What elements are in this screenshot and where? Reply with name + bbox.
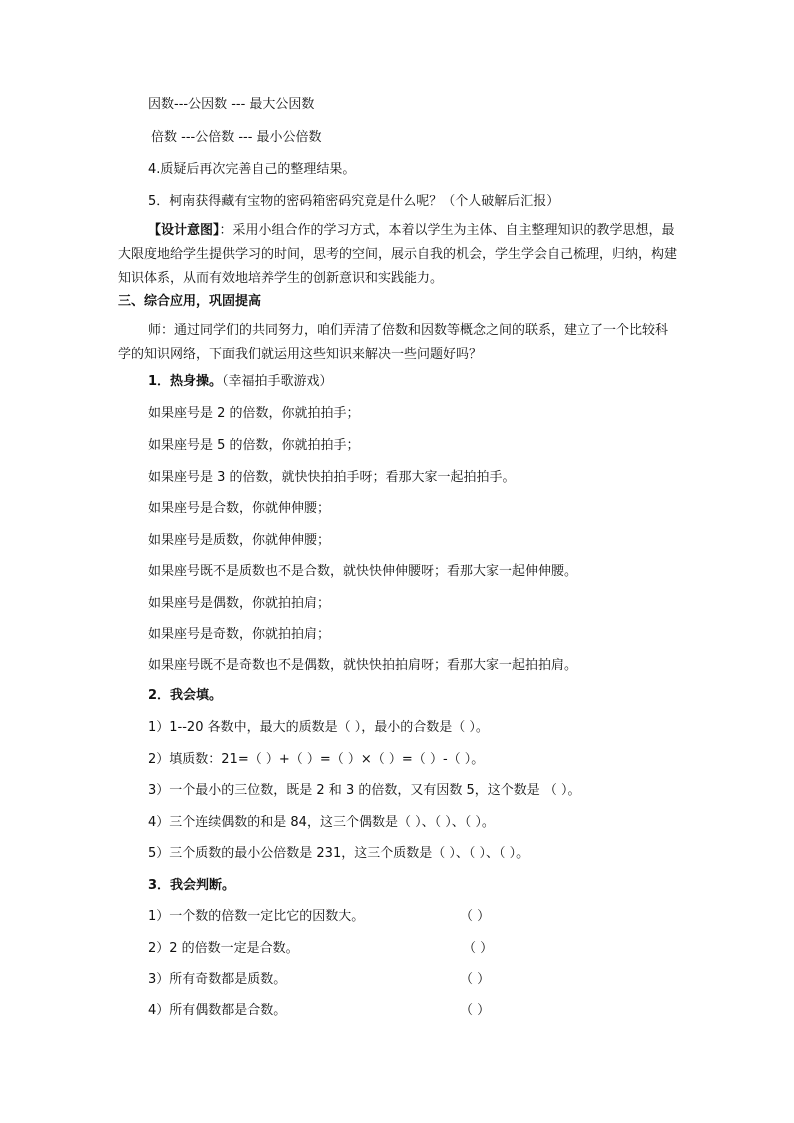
- step-4-line: 4.质疑后再次完善自己的整理结果。: [148, 162, 356, 177]
- warmup-line: 如果座号是 5 的倍数，你就拍拍手；: [148, 438, 360, 453]
- warmup-line: 如果座号是 3 的倍数，就快快拍拍手呀；看那大家一起拍拍手。: [148, 470, 516, 485]
- judge-item-text: 2）2 的倍数一定是合数。: [148, 941, 299, 956]
- multiple-chain-line: 倍数 ---公倍数 --- 最小公倍数: [151, 130, 322, 145]
- step-5-line: 5．柯南获得藏有宝物的密码箱密码究竟是什么呢？（个人破解后汇报）: [148, 194, 560, 209]
- judge-item-text: 3）所有奇数都是质数。: [148, 972, 287, 987]
- warmup-line: 如果座号是质数，你就伸伸腰；: [148, 533, 331, 548]
- judge-heading: 3．我会判断。: [148, 878, 236, 893]
- warmup-title: 1．热身操。: [148, 374, 223, 389]
- section-heading: 三、综合应用，巩固提高: [118, 294, 262, 309]
- warmup-line: 如果座号是偶数，你就拍拍肩；: [148, 596, 331, 611]
- warmup-line: 如果座号既不是奇数也不是偶数，就快快拍拍肩呀；看那大家一起拍拍肩。: [148, 658, 578, 673]
- factor-chain-line: 因数---公因数 --- 最大公因数: [148, 97, 315, 112]
- judge-item-text: 4）所有偶数都是合数。: [148, 1003, 287, 1018]
- fill-item: 2）填质数：21=（ ）+（ ）=（ ）×（ ）=（ ）-（ ）。: [148, 752, 485, 767]
- warmup-line: 如果座号是 2 的倍数，你就拍拍手；: [148, 406, 360, 421]
- judge-item-mark: （ ）: [460, 909, 491, 924]
- teacher-paragraph: 师：通过同学们的共同努力，咱们弄清了倍数和因数等概念之间的联系，建立了一个比较科学的知识网络，下面我们就运用这些知识来解决一些问题好吗？: [118, 323, 669, 362]
- design-intent-paragraph: [118, 219, 678, 291]
- warmup-note: （幸福拍手歌游戏）: [222, 374, 333, 389]
- judge-item-mark: （ ）: [460, 972, 491, 987]
- design-intent-text: ：采用小组合作的学习方式，本着以学生为主体、自主整理知识的教学思想，最大限度地给学生提供学习的时间，思考的空间，展示自我的机会，学生学会自己梳理，归纳，构建知识体系，从而有效地培养学生的创新意识和实践能力。: [118, 223, 678, 286]
- fill-heading: 2．我会填。: [148, 688, 223, 703]
- warmup-line: 如果座号是合数，你就伸伸腰；: [148, 501, 331, 516]
- fill-item: 5）三个质数的最小公倍数是 231，这三个质数是（ ）、（ ）、（ ）。: [148, 846, 530, 861]
- fill-item: 4）三个连续偶数的和是 84，这三个偶数是（ ）、（ ）、（ ）。: [148, 815, 495, 830]
- warmup-line: 如果座号是奇数，你就拍拍肩；: [148, 627, 331, 642]
- judge-item-mark: （ ）: [463, 941, 494, 956]
- fill-item: 1）1--20 各数中，最大的质数是（ ），最小的合数是（ ）。: [148, 720, 489, 735]
- design-intent-label: 【设计意图】: [148, 223, 220, 238]
- warmup-heading: [148, 373, 333, 391]
- judge-item-text: 1）一个数的倍数一定比它的因数大。: [148, 909, 365, 924]
- fill-item: 3）一个最小的三位数，既是 2 和 3 的倍数，又有因数 5，这个数是 （ ）。: [148, 783, 581, 798]
- judge-item-mark: （ ）: [460, 1003, 491, 1018]
- warmup-line: 如果座号既不是质数也不是合数，就快快伸伸腰呀；看那大家一起伸伸腰。: [148, 564, 578, 579]
